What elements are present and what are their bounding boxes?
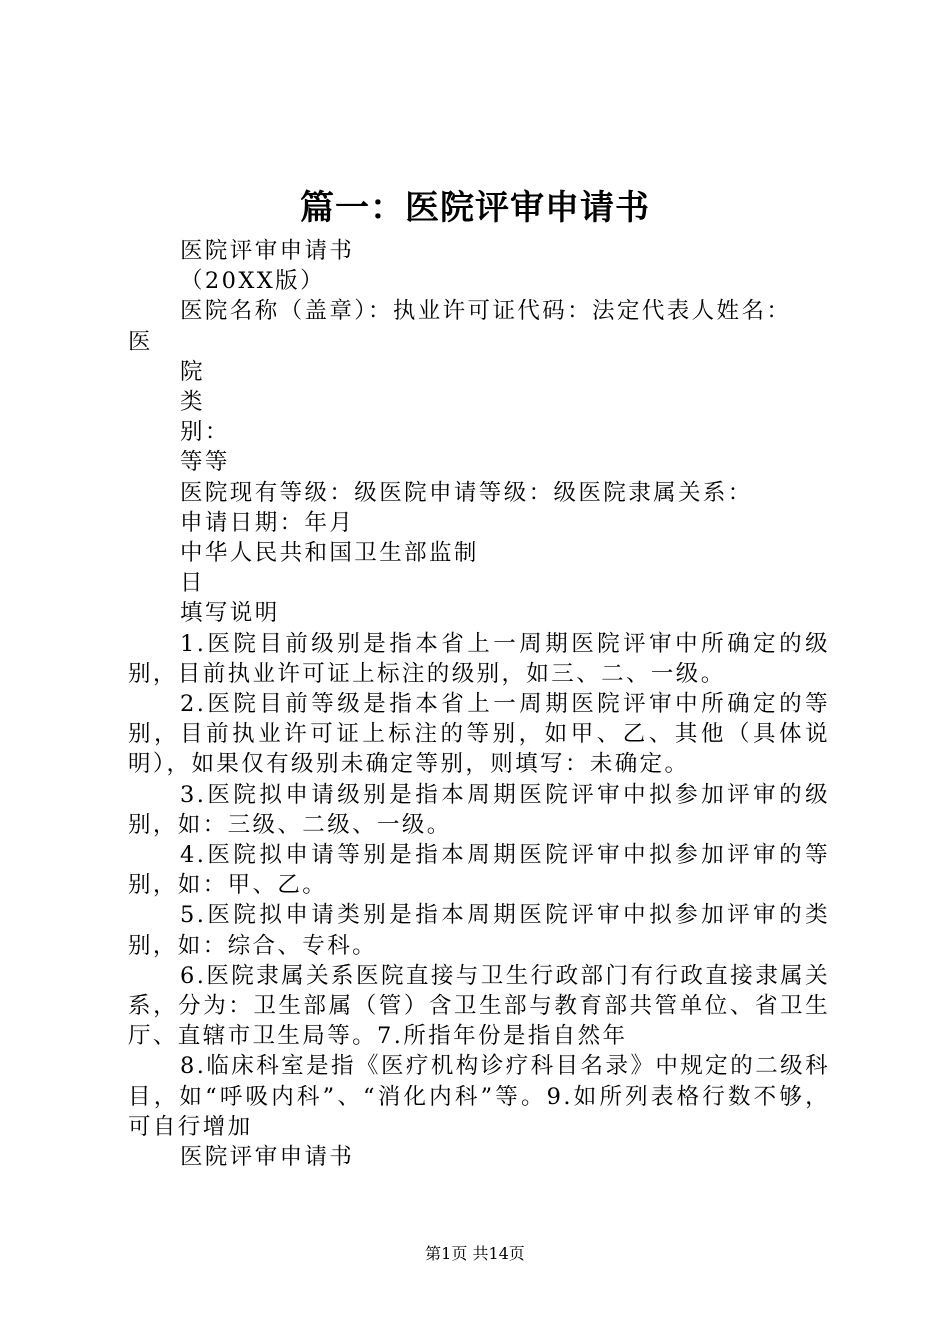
hospital-name-line: 医院名称（盖章）：执业许可证代码：法定代表人姓名： xyxy=(180,298,792,325)
instructions-heading: 填写说明 xyxy=(180,600,280,627)
page-number: 第1页 共14页 xyxy=(425,1244,525,1263)
hospital-category-char-1: 医 xyxy=(128,328,153,355)
instruction-item: 8.临床科室是指《医疗机构诊疗科目名录》中规定的二级科目，如“呼吸内科”、“消化内科”等。9.如所列表格行数不够，可自行增加 xyxy=(128,1053,830,1140)
level-line: 医院现有等级：级医院申请等级：级医院隶属关系： xyxy=(180,479,753,506)
hospital-category-char-2: 院 xyxy=(180,358,205,385)
instruction-item: 4.医院拟申请等别是指本周期医院评审中拟参加评审的等别，如：甲、乙。 xyxy=(128,842,830,899)
instruction-item: 6.医院隶属关系医院直接与卫生行政部门有行政直接隶属关系，分为：卫生部属（管）含卫生部与教育部共管单位、省卫生厅、直辖市卫生局等。7.所指年份是指自然年 xyxy=(128,962,830,1050)
instruction-item: 5.医院拟申请类别是指本周期医院评审中拟参加评审的类别，如：综合、专科。 xyxy=(128,902,830,959)
subtitle-line: 医院评审申请书 xyxy=(180,238,355,264)
instruction-item: 1.医院目前级别是指本省上一周期医院评审中所确定的级别，目前执业许可证上标注的级别，如三、二、一级。 xyxy=(128,630,830,687)
hospital-category-char-4: 别： xyxy=(180,419,230,446)
instruction-item: 2.医院目前等级是指本省上一周期医院评审中所确定的等别，目前执业许可证上标注的等别，如甲、乙、其他（具体说明），如果仅有级别未确定等别，则填写：未确定。 xyxy=(128,691,830,778)
instruction-item: 3.医院拟申请级别是指本周期医院评审中拟参加评审的级别，如：三级、二级、一级。 xyxy=(128,781,830,838)
document-body xyxy=(128,236,830,1172)
hospital-category-char-3: 类 xyxy=(180,389,205,416)
closing-line: 医院评审申请书 xyxy=(180,1144,355,1171)
grade-line: 等等 xyxy=(180,449,230,476)
page-title: 篇一：医院评审申请书 xyxy=(300,188,650,228)
application-date-line: 申请日期：年月 xyxy=(180,509,355,536)
day-line: 日 xyxy=(180,570,205,597)
supervisor-line: 中华人民共和国卫生部监制 xyxy=(180,540,479,567)
version-line: （20XX版） xyxy=(180,268,325,295)
